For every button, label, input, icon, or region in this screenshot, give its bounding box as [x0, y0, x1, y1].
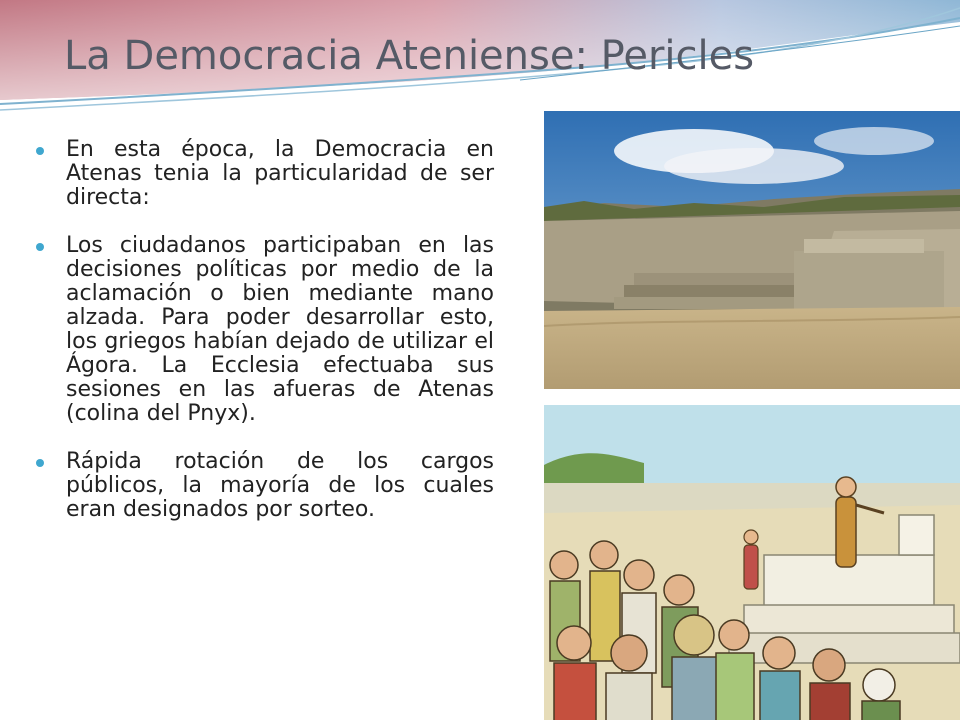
- bullet-item: [36, 138, 494, 210]
- bullet-list: [36, 138, 494, 546]
- bullet-dot-icon: [36, 459, 44, 467]
- bullet-text: En esta época, la Democracia en Atenas tenia la particularidad de ser directa:: [66, 137, 494, 210]
- slide-title: La Democracia Ateniense: Pericles: [64, 33, 755, 79]
- bullet-item: [36, 234, 494, 426]
- pnyx-stone-steps-photo: [544, 111, 960, 389]
- bullet-text: Rápida rotación de los cargos públicos, la mayoría de los cuales eran designados por sorteo.: [66, 449, 494, 522]
- bullet-dot-icon: [36, 147, 44, 155]
- ecclesia-assembly-illustration: [544, 405, 960, 720]
- bullet-text: Los ciudadanos participaban en las decisiones políticas por medio de la aclamación o bien mediante mano alzada. Para poder desarrollar esto, los griegos habían dejado de utilizar el Ágora. La Ecclesia efectuaba sus sesiones en las afueras de Atenas (colina del Pnyx).: [66, 233, 494, 426]
- bullet-item: [36, 450, 494, 522]
- bullet-dot-icon: [36, 243, 44, 251]
